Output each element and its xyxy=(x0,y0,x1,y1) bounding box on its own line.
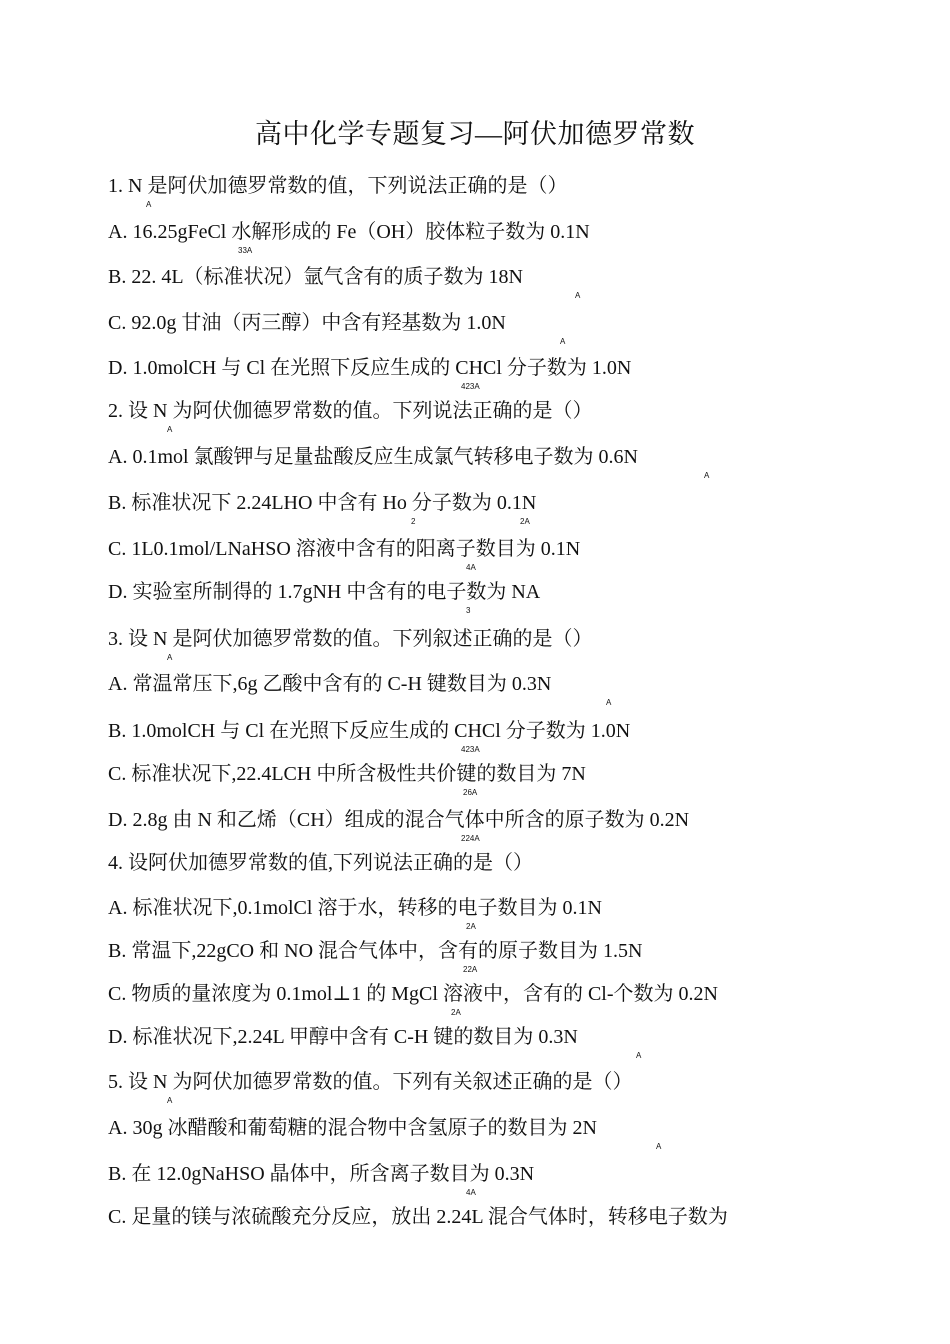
subscript: A xyxy=(167,653,173,662)
subscript: A xyxy=(606,698,612,707)
q5-option-a: A. 30g 冰醋酸和葡萄糖的混合物中含氢原子的数目为 2N xyxy=(108,1117,597,1139)
subscript: 423A xyxy=(461,745,480,754)
subscript: 4A xyxy=(466,1188,476,1197)
subscript: 33A xyxy=(238,246,253,255)
subscript: 26A xyxy=(463,788,478,797)
question-5-stem: 5. 设 N 为阿伏加德罗常数的值。下列有关叙述正确的是（） xyxy=(108,1071,633,1093)
question-3-stem: 3. 设 N 是阿伏加德罗常数的值。下列叙述正确的是（） xyxy=(108,628,593,650)
q4-option-c: C. 物质的量浓度为 0.1mol⊥1 的 MgCl 溶液中，含有的 Cl-个数为 0.2N xyxy=(108,983,718,1005)
q5-option-b: B. 在 12.0gNaHSO 晶体中，所含离子数目为 0.3N xyxy=(108,1163,535,1185)
subscript: A xyxy=(636,1051,642,1060)
q2-option-a: A. 0.1mol 氯酸钾与足量盐酸反应生成氯气转移电子数为 0.6N xyxy=(108,446,638,468)
q3-option-c: C. 标准状况下,22.4LCH 中所含极性共价键的数目为 7N xyxy=(108,763,586,785)
subscript: 224A xyxy=(461,834,480,843)
subscript: A xyxy=(704,471,710,480)
subscript: 2A xyxy=(451,1008,461,1017)
q4-option-a: A. 标准状况下,0.1molCl 溶于水，转移的电子数目为 0.1N xyxy=(108,897,602,919)
q2-option-d: D. 实验室所制得的 1.7gNH 中含有的电子数为 NA xyxy=(108,581,541,603)
q1-option-b: B. 22. 4L（标准状况）氩气含有的质子数为 18N xyxy=(108,266,523,288)
subscript: 2A xyxy=(466,922,476,931)
subscript: 2 xyxy=(411,517,416,526)
subscript: A xyxy=(167,425,173,434)
subscript: A xyxy=(560,337,566,346)
subscript: A xyxy=(575,291,581,300)
subscript: 22A xyxy=(463,965,478,974)
q2-option-b: B. 标准状况下 2.24LHO 中含有 Ho 分子数为 0.1N xyxy=(108,492,537,514)
q3-option-d: D. 2.8g 由 N 和乙烯（CH）组成的混合气体中所含的原子数为 0.2N xyxy=(108,809,690,831)
subscript: A xyxy=(146,200,152,209)
question-2-stem: 2. 设 N 为阿伏伽德罗常数的值。下列说法正确的是（） xyxy=(108,400,593,422)
subscript: 3 xyxy=(466,606,471,615)
q4-option-b: B. 常温下,22gCO 和 NO 混合气体中，含有的原子数目为 1.5N xyxy=(108,940,643,962)
q4-option-d: D. 标准状况下,2.24L 甲醇中含有 C-H 键的数目为 0.3N xyxy=(108,1026,578,1048)
subscript: 423A xyxy=(461,382,480,391)
q2-option-c: C. 1L0.1mol/LNaHSO 溶液中含有的阳离子数目为 0.1N xyxy=(108,538,581,560)
q1-option-a: A. 16.25gFeCl 水解形成的 Fe（OH）胶体粒子数为 0.1N xyxy=(108,221,590,243)
subscript: 4A xyxy=(466,563,476,572)
question-4-stem: 4. 设阿伏加德罗常数的值,下列说法正确的是（） xyxy=(108,852,533,874)
subscript: 2A xyxy=(520,517,530,526)
q5-option-c: C. 足量的镁与浓硫酸充分反应，放出 2.24L 混合气体时，转移电子数为 xyxy=(108,1206,728,1228)
subscript: A xyxy=(167,1096,173,1105)
subscript: A xyxy=(656,1142,662,1151)
q3-option-a: A. 常温常压下,6g 乙酸中含有的 C-H 键数目为 0.3N xyxy=(108,673,552,695)
q3-option-b: B. 1.0molCH 与 Cl 在光照下反应生成的 CHCl 分子数为 1.0N xyxy=(108,720,631,742)
question-1-stem: 1. N 是阿伏加德罗常数的值，下列说法正确的是（） xyxy=(108,175,568,197)
page-title: 高中化学专题复习—阿伏加德罗常数 xyxy=(255,119,695,149)
q1-option-c: C. 92.0g 甘油（丙三醇）中含有羟基数为 1.0N xyxy=(108,312,506,334)
q1-option-d: D. 1.0molCH 与 Cl 在光照下反应生成的 CHCl 分子数为 1.0N xyxy=(108,357,632,379)
